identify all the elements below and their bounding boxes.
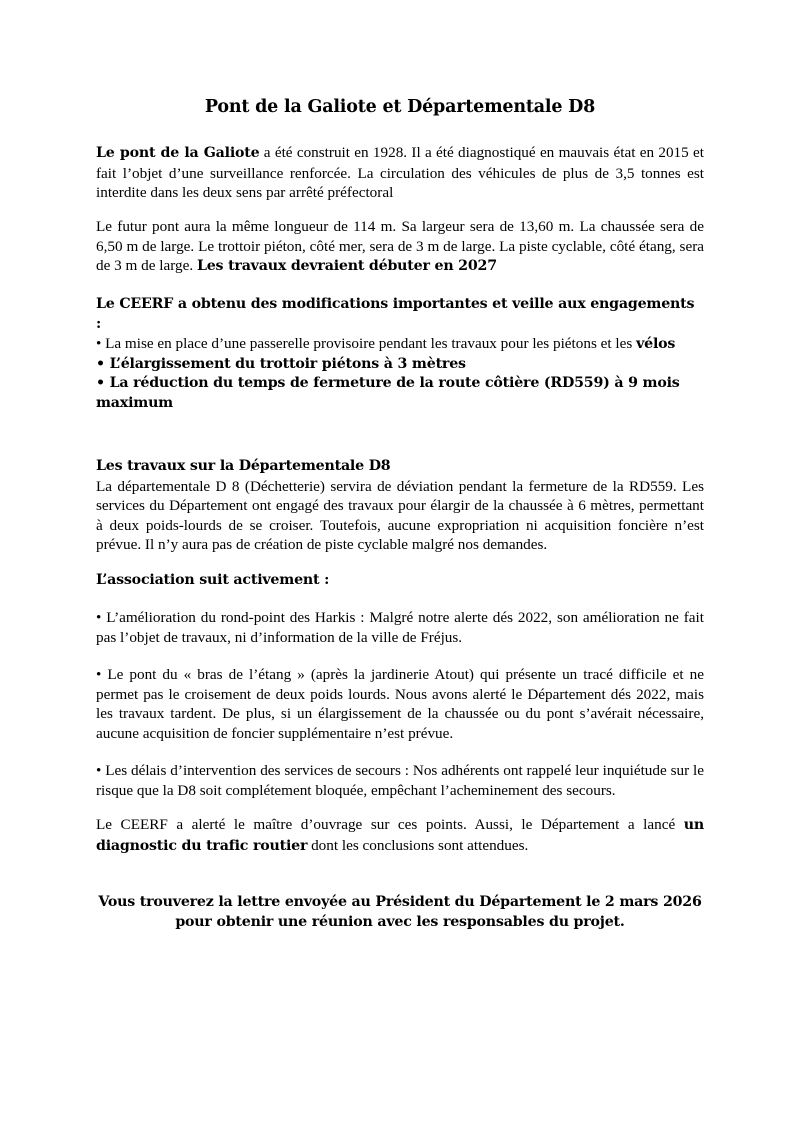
alert-text: Le CEERF a alerté le maître d’ouvrage sur ces points. Aussi, le Département a lancé	[96, 816, 684, 833]
d8-text: La départementale D 8 (Déchetterie) servira de déviation pendant la fermeture de la RD559. Les services du Département ont engagé des travaux pour élargir de la chaussée à 6 mètres, permettant à deux poids-lourds de se croiser. Toutefois, aucune expropriation ni acquisition foncière n’est prévue. Il n’y aura pas de création de piste cyclable malgré nos demandes.	[96, 477, 704, 554]
d8-section	[96, 457, 704, 555]
ceerf-item-2: • L’élargissement du trottoir piétons à 3 mètres	[96, 355, 466, 372]
follow-item-2: • Le pont du « bras de l’étang » (après la jardinerie Atout) qui présente un tracé difficile et ne permet pas le croisement de deux poids lourds. Nous avons alerté le Département dés 2022, mais les travaux tardent. De plus, si un élargissement de la chaussée ou du pont s’avérait nécessaire, aucune acquisition de foncier supplémentaire n’est prévue.	[96, 666, 704, 742]
follow-heading	[96, 570, 704, 591]
future-bridge-paragraph	[96, 217, 704, 277]
ceerf-item-1-bold: vélos	[636, 336, 676, 353]
final-note	[0, 892, 800, 932]
final-line-2: pour obtenir une réunion avec les responsables du projet.	[175, 914, 625, 930]
ceerf-heading: Le CEERF a obtenu des modifications importantes et veille aux engagements :	[96, 296, 695, 332]
follow-item-1: • L’amélioration du rond-point des Harkis : Malgré notre alerte dés 2022, son amélioration ne fait pas l’objet de travaux, ni d’information de la ville de Fréjus.	[96, 609, 704, 646]
intro-paragraph	[96, 143, 704, 203]
ceerf-section	[96, 295, 704, 414]
intro-text: a été construit en 1928. Il a été diagnostiqué en mauvais état en 2015 et fait l’objet d’une surveillance renforcée. La circulation des véhicules de plus de 3,5 tonnes est interdite dans les deux sens par arrêté préfectoral	[96, 144, 704, 202]
page-title: Pont de la Galiote et Départementale D8	[204, 97, 596, 117]
follow-item-3: • Les délais d’intervention des services de secours : Nos adhérents ont rappelé leur inquiétude sur le risque que la D8 soit complétement bloquée, empêchant l’acheminement des secours.	[96, 762, 704, 799]
ceerf-item-1	[96, 334, 704, 355]
alert-text-end: dont les conclusions sont attendues.	[307, 836, 529, 854]
future-bold-end: Les travaux devraient débuter en 2027	[196, 258, 497, 275]
d8-heading: Les travaux sur la Départementale D8	[96, 458, 391, 474]
alert-bold: un diagnostic du trafic routier	[96, 817, 704, 854]
intro-bold-lead: Le pont de la Galiote	[96, 145, 260, 161]
follow-heading-text: L’association suit activement :	[96, 572, 330, 588]
ceerf-item-3: • La réduction du temps de fermeture de la route côtière (RD559) à 9 mois maximum	[96, 375, 680, 411]
ceerf-item-1-text: • La mise en place d’une passerelle provisoire pendant les travaux pour les piétons et les	[96, 335, 637, 353]
final-line-1: Vous trouverez la lettre envoyée au Président du Département le 2 mars 2026	[98, 894, 702, 910]
future-text: Le futur pont aura la même longueur de 114 m. Sa largeur sera de 13,60 m. La chaussée sera de 6,50 m de large. Le trottoir piéton, côté mer, sera de 3 m de large. La piste cyclable, côté étang, sera de 3 m de large.	[96, 218, 704, 275]
alert-paragraph	[96, 815, 704, 856]
